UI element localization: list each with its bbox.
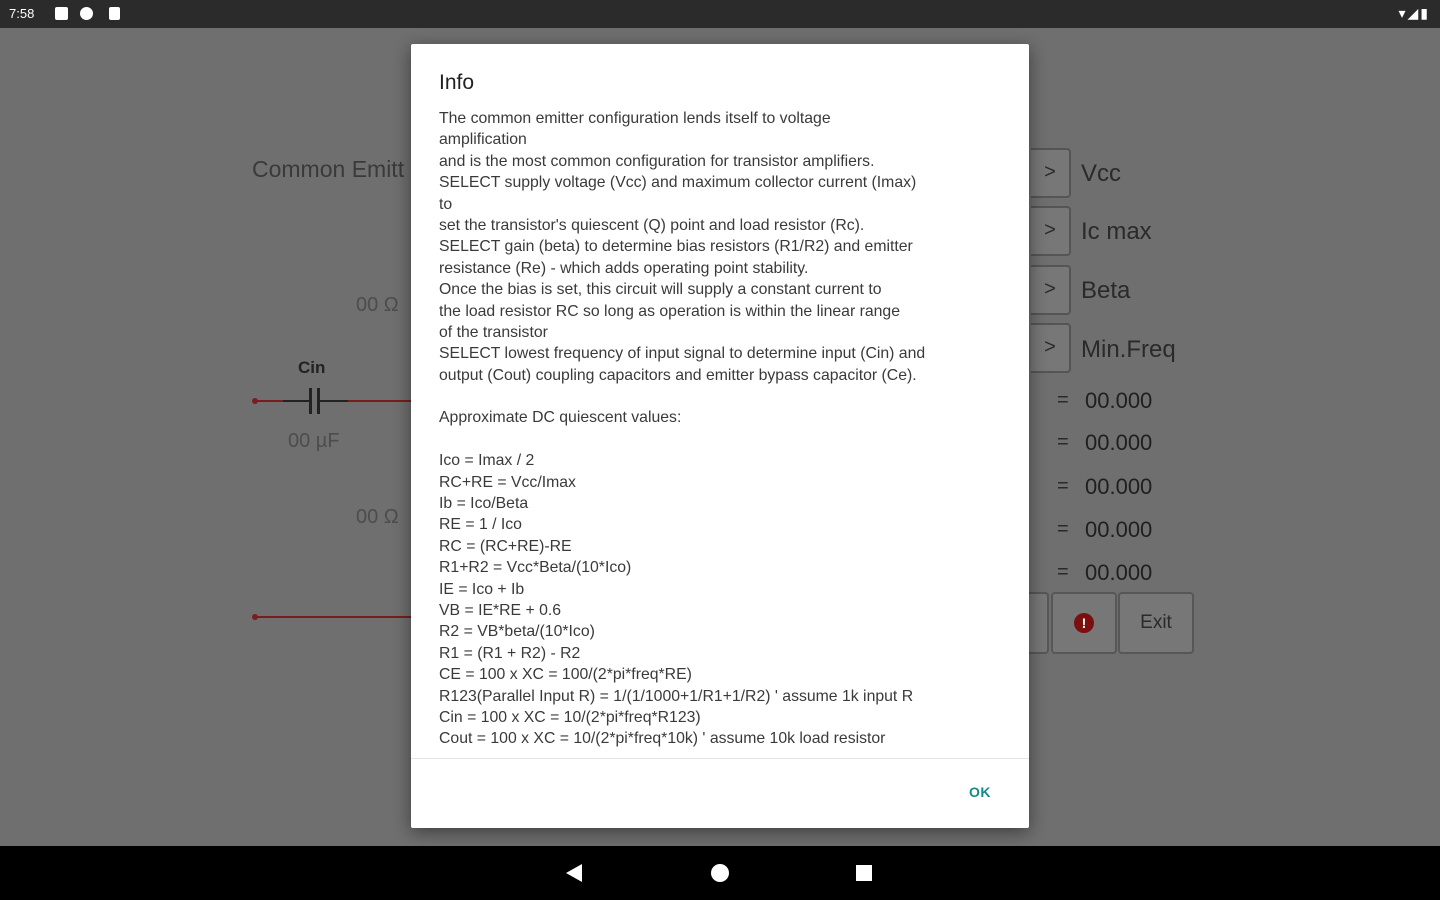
- dialog-line: Cout = 100 x XC = 10/(2*pi*freq*10k) ' assume 10k load resistor: [439, 730, 886, 748]
- sync-icon: [80, 7, 93, 20]
- dialog-line: VB = IE*RE + 0.6: [439, 601, 562, 619]
- cin-output-wire: [348, 400, 412, 402]
- info-dialog: [411, 44, 1029, 828]
- dialog-line: of the transistor: [439, 323, 548, 341]
- page-title: Common Emitt: [252, 156, 405, 182]
- back-icon[interactable]: [566, 864, 582, 882]
- minfreq-label: Min.Freq: [1081, 336, 1176, 363]
- result-value: 00.000: [1085, 474, 1153, 499]
- dialog-line: RC+RE = Vcc/Imax: [439, 473, 576, 491]
- dialog-line: amplification: [439, 131, 527, 149]
- ok-button[interactable]: OK: [969, 784, 991, 800]
- home-icon[interactable]: [711, 864, 729, 882]
- result-equals: =: [1057, 475, 1069, 497]
- dialog-line: SELECT lowest frequency of input signal to determine input (Cin) and: [439, 345, 926, 363]
- dialog-line: Cin = 100 x XC = 10/(2*pi*freq*R123): [439, 708, 701, 726]
- dialog-line: R1+R2 = Vcc*Beta/(10*Ico): [439, 559, 632, 577]
- result-equals: =: [1057, 518, 1069, 540]
- dialog-line: RE = 1 / Ico: [439, 516, 522, 534]
- result-value: 00.000: [1085, 430, 1153, 455]
- vcc-label: Vcc: [1081, 160, 1122, 187]
- cap-lead-left: [283, 400, 309, 402]
- input-wire: [255, 400, 285, 402]
- sd-card-icon: [109, 7, 120, 20]
- info-button[interactable]: [1051, 592, 1117, 654]
- dialog-line: Ib = Ico/Beta: [439, 495, 529, 513]
- icmax-select-button[interactable]: >: [1031, 206, 1071, 256]
- dialog-divider: [411, 758, 1029, 759]
- dialog-line: Once the bias is set, this circuit will supply a constant current to: [439, 281, 882, 299]
- dialog-line: RC = (RC+RE)-RE: [439, 537, 572, 555]
- ground-wire: [255, 616, 412, 618]
- status-time: 7:58: [9, 6, 35, 21]
- status-bar: [0, 0, 1440, 28]
- dialog-line: Ico = Imax / 2: [439, 452, 535, 470]
- cin-label: Cin: [298, 358, 326, 377]
- resistor-value-top: 00 Ω: [356, 294, 399, 316]
- dialog-line: output (Cout) coupling capacitors and emitter bypass capacitor (Ce).: [439, 366, 917, 384]
- dialog-line: R123(Parallel Input R) = 1/(1/1000+1/R1+1/R2) ' assume 1k input R: [439, 687, 914, 705]
- dialog-line: [439, 429, 999, 450]
- dialog-line: Approximate DC quiescent values:: [439, 409, 682, 427]
- vcc-select-button[interactable]: >: [1031, 148, 1071, 198]
- result-value: 00.000: [1085, 560, 1153, 585]
- minfreq-select-button[interactable]: >: [1031, 323, 1071, 373]
- hidden-button[interactable]: [1029, 592, 1049, 654]
- dialog-line: SELECT gain (beta) to determine bias resistors (R1/R2) and emitter: [439, 238, 913, 256]
- dialog-line: and is the most common configuration for transistor amplifiers.: [439, 152, 875, 170]
- info-icon: !: [1074, 613, 1094, 633]
- beta-label: Beta: [1081, 277, 1131, 304]
- dialog-line: R2 = VB*beta/(10*Ico): [439, 623, 595, 641]
- recent-apps-icon[interactable]: [856, 865, 872, 881]
- notification-icon: [55, 7, 68, 20]
- navigation-bar: [0, 846, 1440, 900]
- dialog-line: The common emitter configuration lends itself to voltage: [439, 110, 831, 127]
- result-equals: =: [1057, 389, 1069, 411]
- dialog-message[interactable]: [439, 108, 999, 748]
- result-value: 00.000: [1085, 517, 1153, 542]
- signal-battery-icons: ▾◢▮: [1398, 5, 1430, 21]
- dialog-line: the load resistor RC so long as operation is within the linear range: [439, 302, 900, 320]
- cin-value: 00 µF: [288, 430, 340, 452]
- dialog-line: CE = 100 x XC = 100/(2*pi*freq*RE): [439, 666, 692, 684]
- dialog-title: Info: [439, 71, 475, 94]
- dialog-line: resistance (Re) - which adds operating point stability.: [439, 259, 809, 277]
- dialog-line: [439, 386, 999, 407]
- cap-plate-left: [309, 388, 312, 414]
- resistor-value-bottom: 00 Ω: [356, 506, 399, 528]
- dialog-line: R1 = (R1 + R2) - R2: [439, 644, 581, 662]
- exit-button[interactable]: Exit: [1118, 592, 1194, 654]
- result-equals: =: [1057, 561, 1069, 583]
- icmax-label: Ic max: [1081, 218, 1152, 245]
- dialog-line: SELECT supply voltage (Vcc) and maximum collector current (Imax): [439, 174, 917, 192]
- dialog-line: set the transistor's quiescent (Q) point and load resistor (Rc).: [439, 216, 865, 234]
- dialog-line: IE = Ico + Ib: [439, 580, 525, 598]
- cap-lead-right: [320, 400, 348, 402]
- beta-select-button[interactable]: >: [1031, 265, 1071, 315]
- result-value: 00.000: [1085, 388, 1153, 413]
- result-equals: =: [1057, 431, 1069, 453]
- dialog-line: to: [439, 195, 453, 213]
